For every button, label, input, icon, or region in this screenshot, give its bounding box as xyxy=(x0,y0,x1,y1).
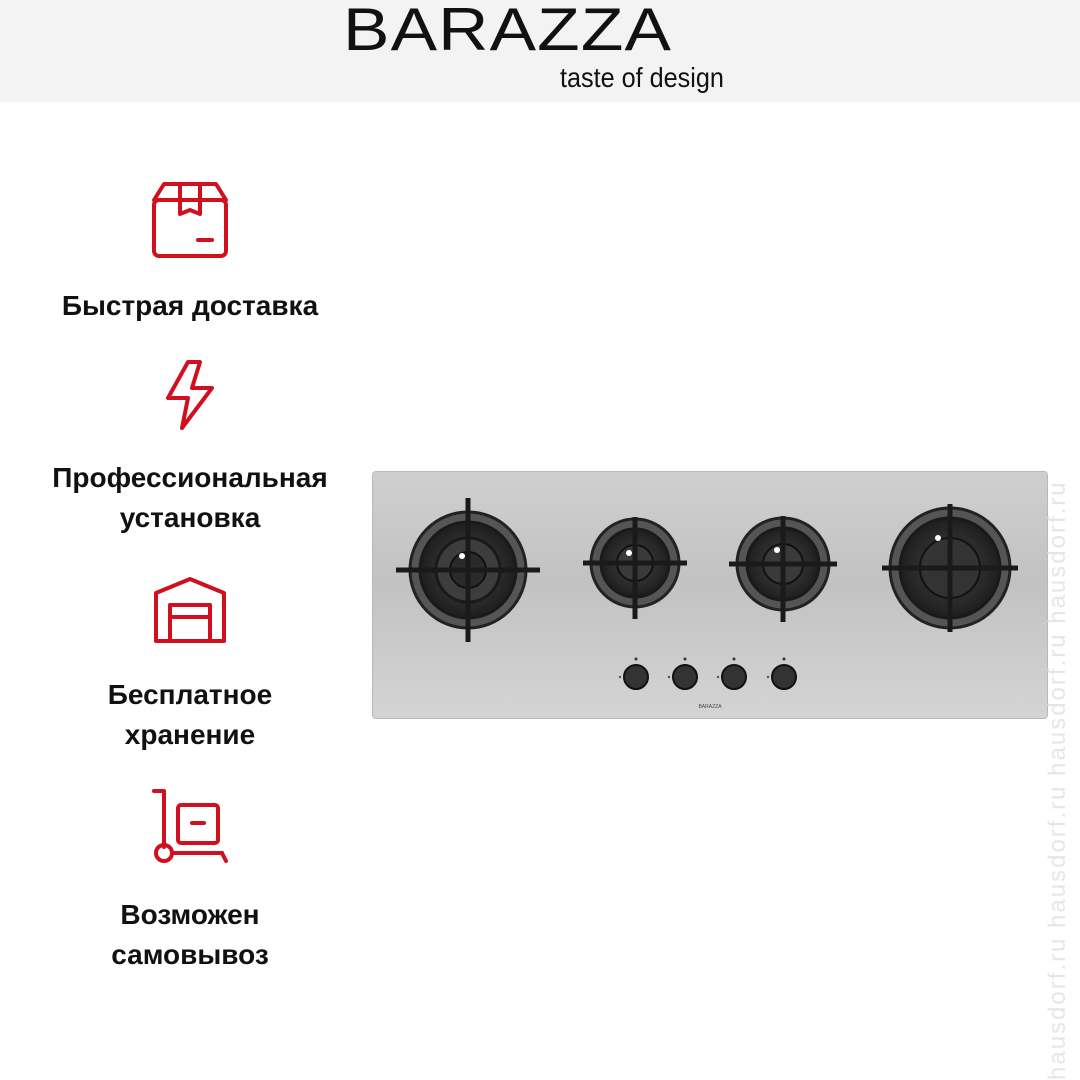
burner-1 xyxy=(396,498,540,642)
gas-hob-drawing xyxy=(373,472,1047,718)
knob-4 xyxy=(767,658,796,690)
knob-1 xyxy=(619,658,648,690)
burner-4 xyxy=(882,504,1018,632)
box-icon xyxy=(150,180,230,260)
feature-label-line2: самовывоз xyxy=(111,939,269,970)
watermark xyxy=(1044,40,1074,1080)
knob-2 xyxy=(668,658,697,690)
feature-label: Бесплатное xyxy=(107,679,273,710)
burner-2 xyxy=(583,517,687,619)
gas-hob-image xyxy=(373,472,1047,718)
watermark-text: hausdorf.ru hausdorf.ru hausdorf.ru hausdorf.ru xyxy=(1044,480,1071,1080)
feature-label: Возможен xyxy=(120,899,260,930)
feature-installation xyxy=(20,358,360,538)
brand-logo: BARAZZA xyxy=(343,0,673,63)
brand-tagline: taste of design xyxy=(560,62,724,93)
header-bar xyxy=(0,0,1080,102)
hand-truck-icon xyxy=(150,787,230,865)
feature-pickup xyxy=(20,787,360,975)
feature-storage xyxy=(20,575,360,755)
knob-3 xyxy=(717,658,746,690)
feature-label-line2: хранение xyxy=(124,719,256,750)
feature-label-line2: установка xyxy=(119,502,261,533)
feature-label: Профессиональная xyxy=(52,462,328,493)
lightning-icon xyxy=(160,358,220,432)
warehouse-icon xyxy=(152,575,228,645)
control-knobs xyxy=(619,658,796,690)
hob-brand-text: BARAZZA xyxy=(698,704,722,710)
feature-label: Быстрая доставка xyxy=(61,290,319,321)
feature-fast-delivery xyxy=(20,180,360,326)
burner-3 xyxy=(729,516,837,622)
